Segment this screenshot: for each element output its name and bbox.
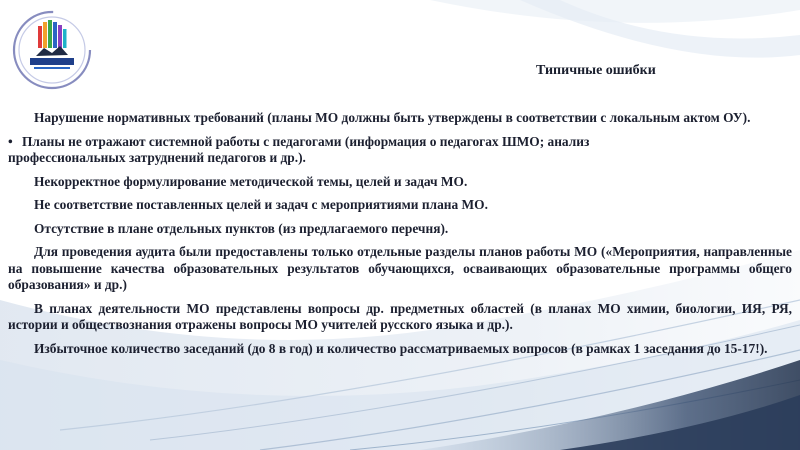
paragraph-continuation: профессиональных затруднений педагогов и др.). <box>8 150 306 165</box>
bullet-text: Планы не отражают системной работы с педагогами (информация о педагогах ШМО; анализ <box>22 133 590 149</box>
paragraph-3: Некорректное формулирование методической темы, целей и задач МО. <box>34 173 468 189</box>
paragraph-4: Не соответствие поставленных целей и задач с мероприятиями плана МО. <box>34 197 488 212</box>
paragraph-1: Нарушение нормативных требований (планы МО должны быть утверждены в соответствии с локальным актом ОУ). <box>34 110 751 125</box>
paragraph-7: В планах деятельности МО представлены вопросы др. предметных областей (в планах МО химии, биологии, ИЯ, РЯ, истории и обществознания отражены вопросы МО учителей русского языка и др.). <box>8 300 792 332</box>
paragraph-6: Для проведения аудита были предоставлены только отдельные разделы планов работы МО («Мероприятия, направленные на повышение качества образовательных результатов обучающихся, осваивающих образовательные программы общего образования» и др.) <box>8 244 792 292</box>
paragraph-5: Отсутствие в плане отдельных пунктов (из предлагаемого перечня). <box>34 220 449 236</box>
slide-content <box>8 110 792 364</box>
paragraph-8: Избыточное количество заседаний (до 8 в год) и количество рассматриваемых вопросов (в рамках 1 заседания до 15-17!). <box>34 340 768 356</box>
school-logo-icon <box>8 6 96 94</box>
slide-title: Типичные ошибки <box>536 63 656 78</box>
bullet-icon: • <box>8 133 13 149</box>
bullet-item <box>8 134 792 151</box>
